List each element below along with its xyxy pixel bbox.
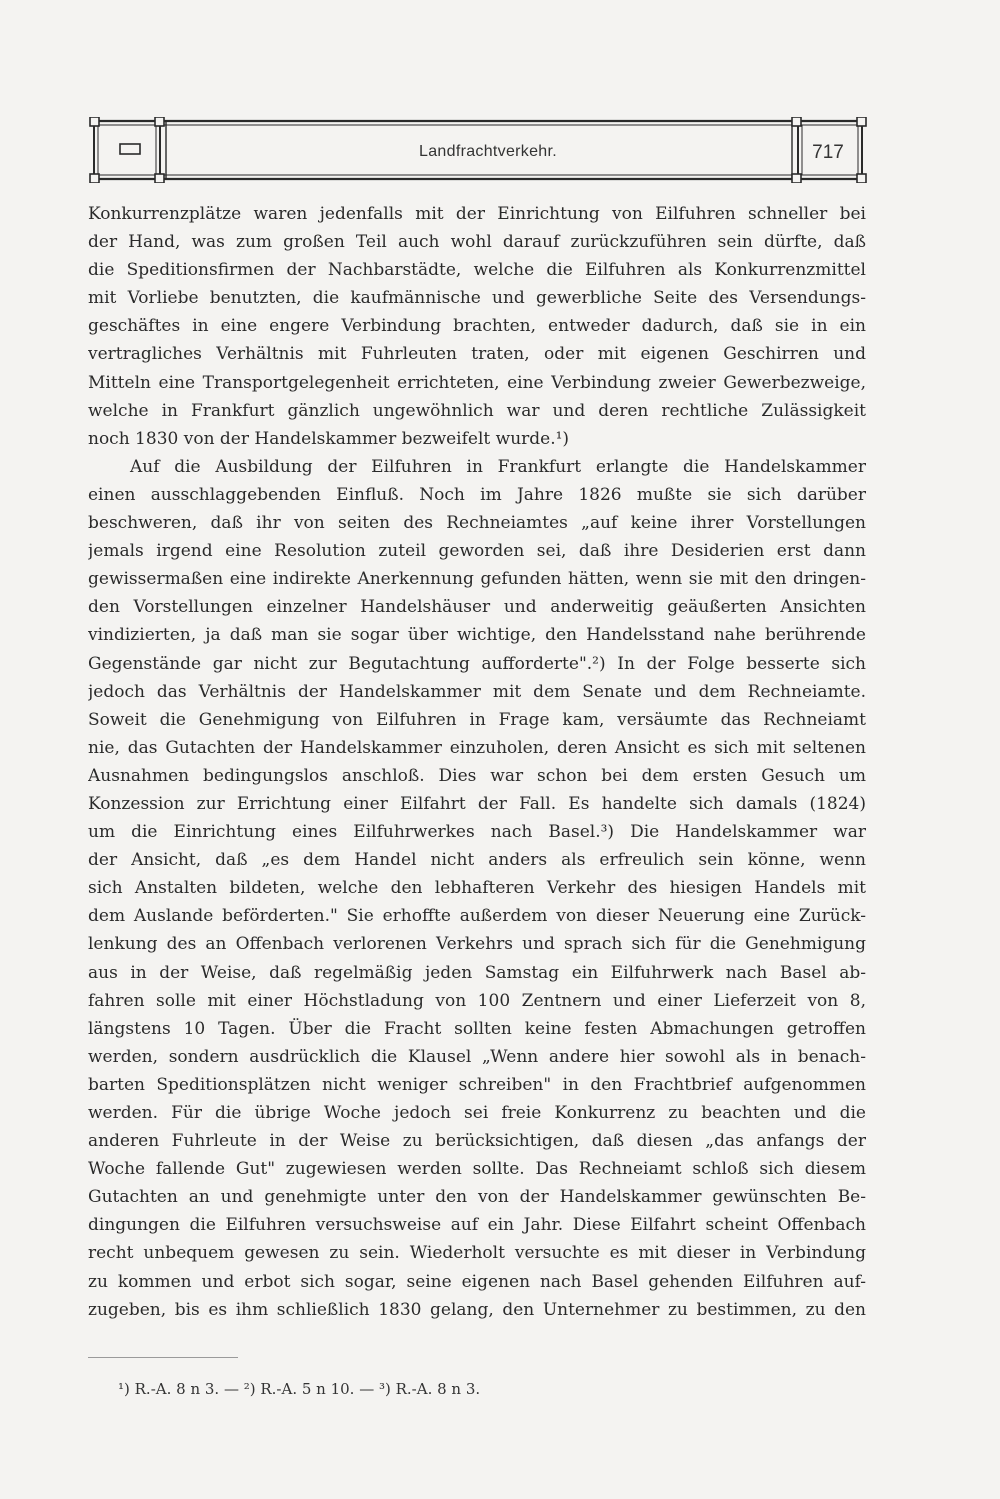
text-line: zugeben, bis es ihm schließlich 1830 gelang, den Unternehmer zu bestimmen, zu den [88, 1299, 866, 1320]
text-line: sich Anstalten bildeten, welche den lebhafteren Verkehr des hiesigen Handels mit [88, 878, 866, 899]
text-line: fahren solle mit einer Höchstladung von 100 Zentnern und einer Lieferzeit von 8, [88, 990, 866, 1011]
text-line: nie, das Gutachten der Handelskammer einzuholen, deren Ansicht es sich mit seltenen [88, 737, 866, 758]
running-title: Landfrachtverkehr. [419, 143, 557, 160]
text-line: Woche fallende Gut" zugewiesen werden sollte. Das Rechneiamt schloß sich diesem [88, 1159, 866, 1180]
text-line: den Vorstellungen einzelner Handelshäuser und anderweitig geäußerten Ansichten [88, 597, 866, 618]
page-header [88, 117, 868, 183]
text-line: aus in der Weise, daß regelmäßig jeden Samstag ein Eilfuhrwerk nach Basel ab- [88, 962, 866, 983]
text-line: noch 1830 von der Handelskammer bezweifelt wurde.¹) [88, 428, 570, 449]
text-line: geschäftes in eine engere Verbindung brachten, entweder dadurch, daß sie in ein [88, 316, 866, 337]
footnote-divider [88, 1357, 238, 1358]
text-line: um die Einrichtung eines Eilfuhrwerkes nach Basel.³) Die Handelskammer war [88, 822, 866, 843]
text-line: werden, sondern ausdrücklich die Klausel „Wenn andere hier sowohl als in benach- [88, 1046, 866, 1067]
text-line: vertragliches Verhältnis mit Fuhrleuten traten, oder mit eigenen Geschirren und [88, 344, 866, 365]
text-line: zu kommen und erbot sich sogar, seine eigenen nach Basel gehenden Eilfuhren auf- [88, 1271, 866, 1292]
text-line: längstens 10 Tagen. Über die Fracht sollten keine festen Abmachungen getroffen [88, 1018, 866, 1039]
text-line: gewissermaßen eine indirekte Anerkennung gefunden hätten, wenn sie mit den dringen- [88, 569, 866, 590]
text-line: einen ausschlaggebenden Einfluß. Noch im Jahre 1826 mußte sie sich darüber [88, 484, 866, 505]
text-line: jedoch das Verhältnis der Handelskammer mit dem Senate und dem Rechneiamte. [88, 681, 866, 702]
text-line: Ausnahmen bedingungslos anschloß. Dies war schon bei dem ersten Gesuch um [88, 765, 866, 786]
text-line: dem Auslande beförderten." Sie erhoffte außerdem von dieser Neuerung eine Zurück- [88, 906, 866, 927]
text-line: werden. Für die übrige Woche jedoch sei freie Konkurrenz zu beachten und die [88, 1103, 866, 1123]
text-line: Gegenstände gar nicht zur Begutachtung aufforderte".²) In der Folge besserte sich [88, 653, 866, 674]
text-line: recht unbequem gewesen zu sein. Wiederholt versuchte es mit dieser in Verbindung [88, 1243, 866, 1264]
text-line: mit Vorliebe benutzten, die kaufmännische und gewerbliche Seite des Versendungs- [88, 288, 866, 309]
text-line: der Hand, was zum großen Teil auch wohl darauf zurückzuführen sein dürfte, daß [88, 232, 866, 253]
text-line: Konzession zur Errichtung einer Eilfahrt der Fall. Es handelte sich damals (1824) [88, 793, 866, 814]
text-line: Auf die Ausbildung der Eilfuhren in Frankfurt erlangte die Handelskammer [130, 456, 866, 477]
body-text [88, 200, 866, 1324]
text-line: anderen Fuhrleute in der Weise zu berücksichtigen, daß diesen „das anfangs der [88, 1131, 866, 1152]
text-line: der Ansicht, daß „es dem Handel nicht anders als erfreulich sein könne, wenn [88, 850, 866, 871]
text-line: Gutachten an und genehmigte unter den von der Handelskammer gewünschten Be- [88, 1187, 866, 1208]
text-line: jemals irgend eine Resolution zuteil geworden sei, daß ihre Desiderien erst dann [88, 541, 866, 562]
page-number: 717 [812, 142, 844, 163]
text-line: welche in Frankfurt gänzlich ungewöhnlich war und deren rechtliche Zulässigkeit [88, 400, 866, 421]
text-line: lenkung des an Offenbach verlorenen Verkehrs und sprach sich für die Genehmigung [88, 934, 866, 955]
text-line: Soweit die Genehmigung von Eilfuhren in Frage kam, versäumte das Rechneiamt [88, 709, 866, 730]
text-line: Mitteln eine Transportgelegenheit errichteten, eine Verbindung zweier Gewerbezweige, [88, 372, 866, 393]
text-line: beschweren, daß ihr von seiten des Rechneiamtes „auf keine ihrer Vorstellungen [88, 513, 866, 534]
text-line: dingungen die Eilfuhren versuchsweise auf ein Jahr. Diese Eilfahrt scheint Offenbach [88, 1215, 866, 1236]
footnotes: ¹) R.-A. 8 n 3. — ²) R.-A. 5 n 10. — ³) R.-A. 8 n 3. [118, 1380, 481, 1398]
text-line: Konkurrenzplätze waren jedenfalls mit der Einrichtung von Eilfuhren schneller bei [88, 204, 866, 224]
text-line: barten Speditionsplätzen nicht weniger schreiben" in den Frachtbrief aufgenommen [88, 1074, 866, 1095]
text-line: vindizierten, ja daß man sie sogar über wichtige, den Handelsstand nahe berührende [88, 625, 866, 646]
text-line: die Speditionsfirmen der Nachbarstädte, welche die Eilfuhren als Konkurrenzmittel [88, 260, 866, 281]
